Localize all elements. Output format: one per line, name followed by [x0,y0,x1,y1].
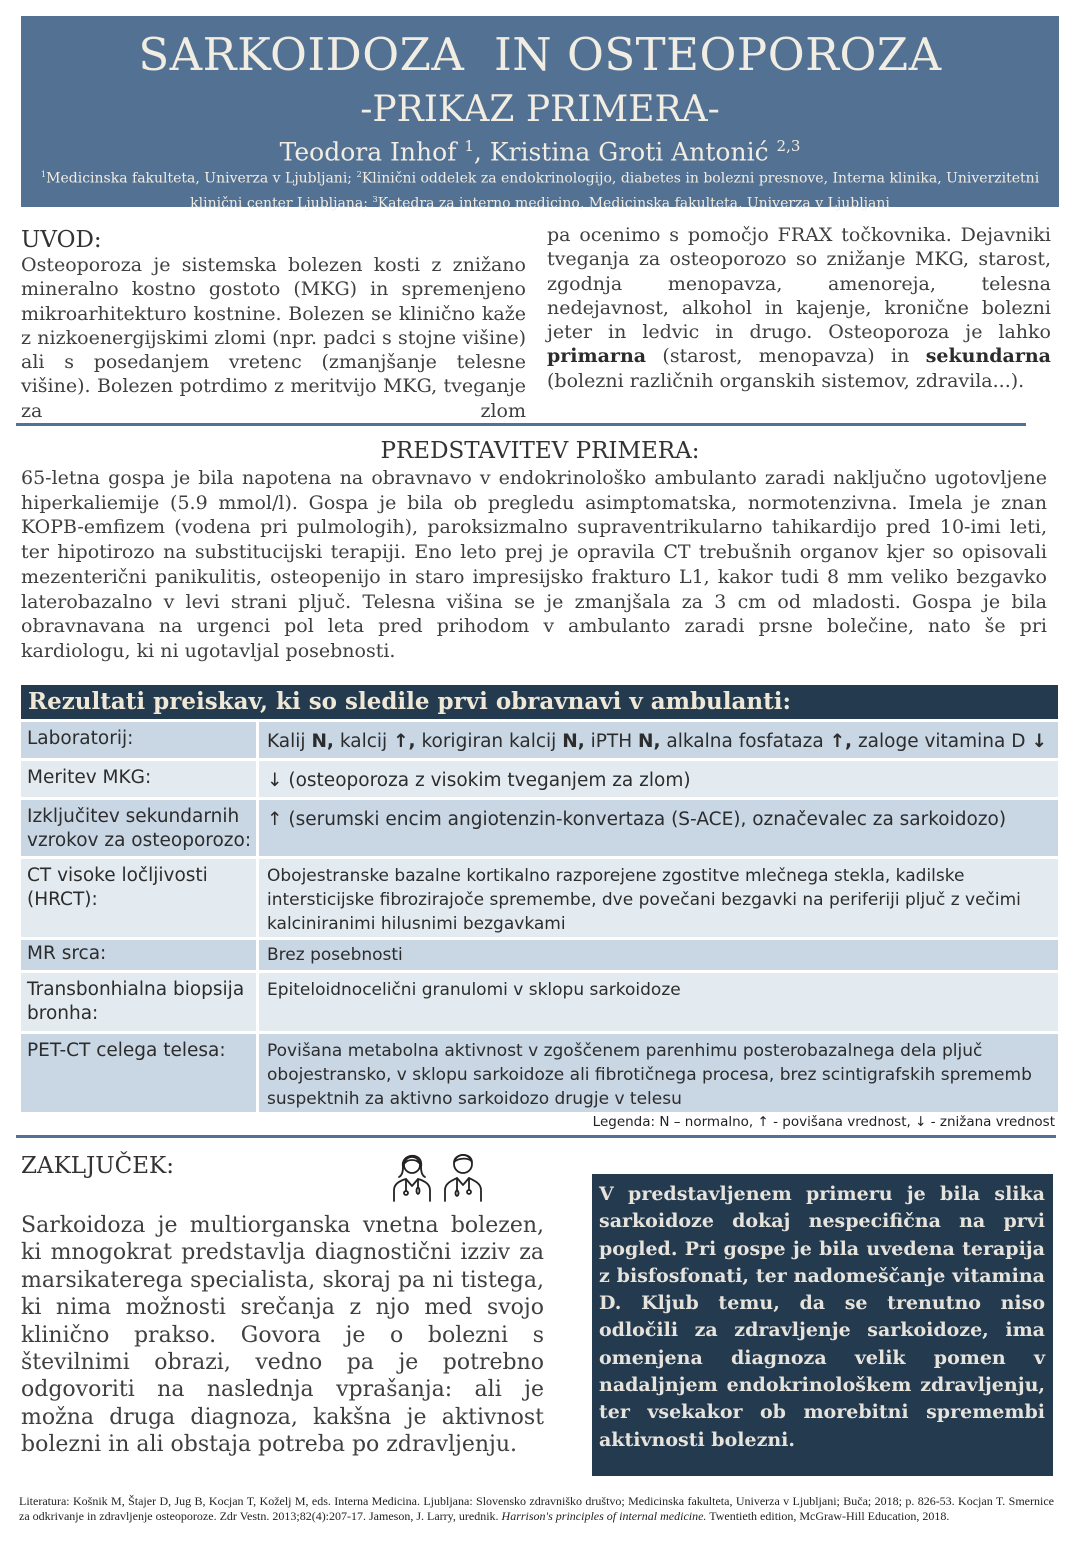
table-row [21,970,1058,1031]
row-value: Kalij N, kalcij ↑, korigiran kalcij N, iPTH N, alkalna fosfataza ↑, zaloge vitamina D ↓ [267,731,1047,752]
row-label: Meritev MKG: [21,761,259,797]
table-row [21,797,1058,856]
author-1: Teodora Inhof [279,137,465,167]
table-row [21,937,1058,970]
references [19,1494,1054,1524]
row-label: Izključitev sekundarnih vzrokov za osteoporozo: [21,800,259,856]
aff-1: Medicinska fakulteta, Univerza v Ljubljani; [46,170,357,187]
table-row [21,719,1058,758]
aff-2: Klinični oddelek za endokrinologijo, diabetes in bolezni presnove, Interna klinika, Univerzitetni klinični center Ljubljana; [190,170,1040,212]
poster-header [21,16,1059,212]
references-1: Literatura: Košnik M, Štajer D, Jug B, Kocjan T, Koželj M, eds. Interna Medicina. Ljubljana: Slovensko zdravniško društvo; Medicinska fakulteta, Univerza v Ljubljani; Buča; 2018; p. 826-53. Kocjan T. Smernice za odkrivanje in zdravljenje osteoporoze. Zdr Vestn. 2013;82(4):207-17. Jameson, J. Larry, urednik. [19,1494,1054,1523]
uvod-bold-sekundarna: sekundarna [925,345,1051,368]
predstavitev-text: 65-letna gospa je bila napotena na obravnavo v endokrinološko ambulanto zaradi naključno ugotovljene hiperkaliemije (5.9 mmol/l). Gospa je bila ob pregledu asimptomatska, normotenzivna. Imela je znan KOPB-emfizem (vodena pri pulmologih), paroksizmalno supraventrikularno tahikardijo pred 10-imi leti, ter hipotirozo na substitucijski terapiji. Eno leto prej je opravila CT trebušnih organov kjer so opisovali mezenterični panikulitis, osteopenijo in staro impresijsko frakturo L1, kakor tudi 8 mm veliko bezgavko laterobazalno v levi strani pljuč. Telesna višina se je zmanjšala za 3 cm od mladosti. Gospa je bila obravnavana na urgenci pol leta pred prihodom v ambulanto zaradi prsne bolečine, nato še pri kardiologu, ki ni ugotavljal posebnosti. [21,467,1047,662]
divider-2 [16,1135,1056,1138]
table-row [21,1031,1058,1112]
table-row [21,758,1058,797]
uvod-right-1: pa ocenimo s pomočjo FRAX točkovnika. Dejavniki tveganja za osteoporozo so znižanje MKG, starost, zgodnja menopavza, amenoreja, telesna nedejavnost, alkohol in kajenje, kronične bolezni jeter in ledvic in drugo. Osteoporoza je lahko [547,224,1051,344]
poster-title: SARKOIDOZA IN OSTEOPOROZA [138,28,942,81]
conclusion-box: V predstavljenem primeru je bila slika sarkoidoze dokaj nespecifična na prvi pogled. Pri gospe je bila uvedena terapija z bisfosfonati, ter nadomeščanje vitamina D. Kljub temu, da se trenutno niso odločili za zdravljenje sarkoidoze, ima omenjena diagnoza velik pomen v nadaljnjem endokrinološkem zdravljenju, ter vsekakor ob morebitni spremembi aktivnosti bolezni. [592,1174,1053,1476]
poster-subtitle: -PRIKAZ PRIMERA- [360,89,720,130]
predstavitev-title: PREDSTAVITEV PRIMERA: [380,438,700,464]
table-row [21,856,1058,937]
row-label: Laboratorij: [21,722,259,758]
affiliations [21,164,1059,213]
authors [21,130,1059,168]
row-value: Epiteloidnocelični granulomi v sklopu sarkoidoze [267,980,681,1000]
uvod-title: UVOD: [21,227,102,253]
uvod-right-2: (starost, menopavza) in [646,345,926,368]
row-value: ↑ (serumski encim angiotenzin-konvertaza (S-ACE), označevalec za sarkoidozo) [267,809,1007,830]
male-doctor-icon [445,1155,481,1201]
uvod-bold-primarna: primarna [547,345,647,368]
row-value: Obojestranske bazalne kortikalno razporejene zgostitve mlečnega stekla, kadilske intersticijske fibrozirajoče spremembe, dve povečani bezgavki na periferiji pljuč z večimi kalciniranimi hilusnimi bezgavkami [267,866,1021,934]
divider-1 [16,423,1026,426]
uvod-left-text: Osteoporoza je sistemska bolezen kosti z znižano mineralno kostno gostoto (MKG) in spremenjeno mikroarhitekturo kostnine. Bolezen se klinično kaže z nizkoenergijskimi zlomi (npr. padci s stojne višine) ali s posedanjem vretenc (zmanjšanje telesne višine). Bolezen potrdimo z meritvijo MKG, tveganje za zlom [21,254,526,422]
aff-sup-3: 3 [372,193,378,204]
doctors-icon [390,1145,490,1205]
row-label: CT visoke ločljivosti (HRCT): [21,859,259,937]
author-2-sup: 2,3 [776,137,801,155]
author-1-sup: 1 [464,137,474,155]
results-table [21,685,1058,1112]
female-doctor-icon [394,1156,430,1201]
author-2: , Kristina Groti Antonić [473,137,777,167]
row-value: Brez posebnosti [267,945,403,965]
row-label: MR srca: [21,940,259,970]
uvod-right-3: (bolezni različnih organskih sistemov, zdravila...). [547,369,1025,392]
row-label: PET-CT celega telesa: [21,1034,259,1112]
zakljucek-text: Sarkoidoza je multiorganska vnetna bolezen, ki mnogokrat predstavlja diagnostični izziv za marsikaterega specialista, skoraj pa ni tistega, ki nima možnosti srečanja z njo med svojo klinično prakso. Govora je o bolezni s številnimi obrazi, vedno pa je potrebno odgovoriti na naslednja vprašanja: ali je možna druga diagnoza, kakšna je aktivnost bolezni in ali obstaja potreba po zdravljenju. [21,1213,544,1458]
row-label: Transbonhialna biopsija bronha: [21,973,259,1031]
row-value: Povišana metabolna aktivnost v zgoščenem parenhimu posterobazalnega dela pljuč obojestransko, v sklopu sarkoidoze ali fibrotičnega procesa, brez scintigrafskih sprememb suspektnih za aktivno sarkoidozo drugje v telesu [267,1041,1032,1109]
zakljucek-title: ZAKLJUČEK: [21,1153,174,1179]
uvod-right-text [547,223,1051,393]
table-legend: Legenda: N – normalno, ↑ - povišana vrednost, ↓ - znižana vrednost [592,1114,1055,1130]
aff-3: Katedra za interno medicino, Medicinska fakulteta, Univerza v Ljubljani [377,195,890,212]
table-heading: Rezultati preiskav, ki so sledile prvi obravnavi v ambulanti: [21,685,1058,719]
aff-sup-1: 1 [40,169,47,179]
references-2: Twentieth edition, McGraw-Hill Education, 2018. [706,1509,950,1523]
row-value: ↓ (osteoporoza z visokim tveganjem za zlom) [267,770,691,791]
references-italic: Harrison's principles of internal medicine. [501,1509,707,1523]
aff-sup-2: 2 [356,169,362,179]
